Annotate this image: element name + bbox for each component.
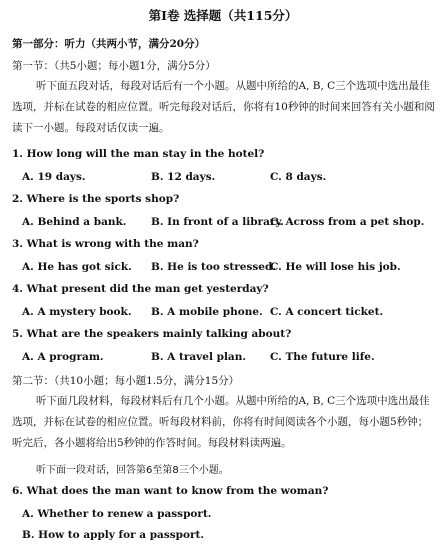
question-4-option-b[interactable]: B. A mobile phone. [151,306,263,318]
question-2-option-a[interactable]: A. Behind a bank. [22,216,127,228]
question-4-stem: 4. What present did the man get yesterday? [12,283,269,295]
paper-title: 第Ⅰ卷 选择题（共115分） [148,8,298,23]
section2-instructions: 听下面几段材料，每段材料后有几个小题。从题中所给的A, B, C三个选项中选出最佳选项，并标在试卷的相应位置。听每段材料前，你将有时间阅读各个小题，每小题5秒钟；听完后，各小题将给出5秒钟的作答时间。每段材料读两遍。 [12,395,430,449]
question-2-option-c[interactable]: C. Across from a pet shop. [270,216,425,228]
question-1-option-c[interactable]: C. 8 days. [270,171,327,183]
section2-title: 第二节：（共10小题；每小题1.5分，满分15分） [12,375,240,387]
question-1-stem: 1. How long will the man stay in the hotel? [12,148,265,160]
question-6-option-a[interactable]: A. Whether to renew a passport. [22,508,212,520]
question-5-option-a[interactable]: A. A program. [22,351,104,363]
question-3-option-c[interactable]: C. He will lose his job. [270,261,401,273]
question-3-option-a[interactable]: A. He has got sick. [22,261,132,273]
question-6-option-b[interactable]: B. How to apply for a passport. [22,529,205,541]
question-3-option-b[interactable]: B. He is too stressed. [151,261,276,273]
section1-instructions: 听下面五段对话，每段对话后有一个小题。从题中所给的A, B, C三个选项中选出最佳选项，并标在试卷的相应位置。听完每段对话后，你将有10秒钟的时间来回答有关小题和阅读下一小题。每段对话仅读一遍。 [12,80,435,134]
dialogue-note: 听下面一段对话，回答第6至第8三个小题。 [36,465,229,476]
question-1-option-a[interactable]: A. 19 days. [22,171,86,183]
question-4-option-a[interactable]: A. A mystery book. [22,306,132,318]
question-2-stem: 2. Where is the sports shop? [12,193,180,205]
question-6-stem: 6. What does the man want to know from the woman? [12,485,329,497]
part1-title: 第一部分：听力（共两小节，满分20分） [12,38,206,50]
question-2-option-b[interactable]: B. In front of a library. [151,216,284,228]
question-1-option-b[interactable]: B. 12 days. [151,171,216,183]
question-4-option-c[interactable]: C. A concert ticket. [270,306,384,318]
section1-title: 第一节：（共5小题；每小题1分，满分5分） [12,60,216,72]
question-5-option-b[interactable]: B. A travel plan. [151,351,247,363]
question-3-stem: 3. What is wrong with the man? [12,238,199,250]
question-5-stem: 5. What are the speakers mainly talking about? [12,328,292,340]
question-5-option-c[interactable]: C. The future life. [270,351,375,363]
